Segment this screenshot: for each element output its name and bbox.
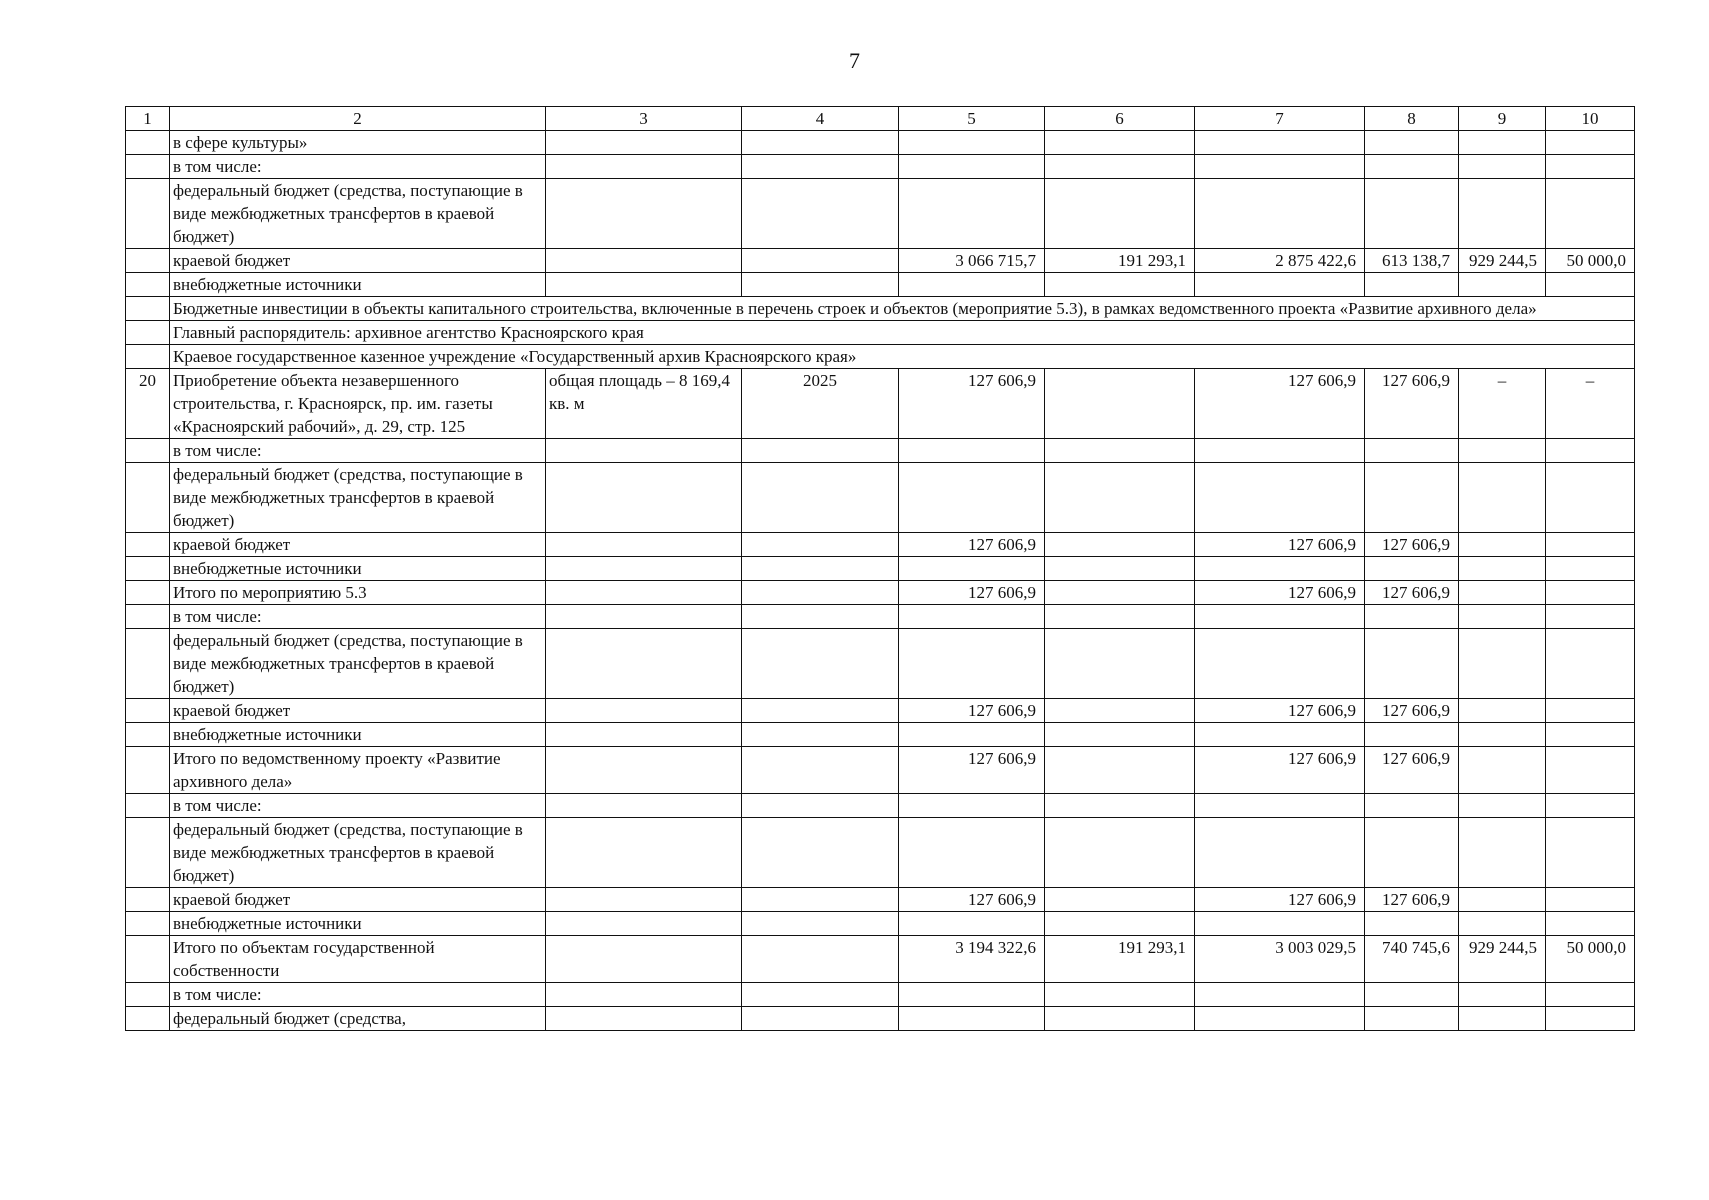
table-cell	[546, 912, 742, 936]
table-cell	[546, 936, 742, 983]
table-cell	[1365, 439, 1459, 463]
table-cell	[1365, 912, 1459, 936]
table-cell	[1459, 818, 1546, 888]
table-cell	[742, 629, 899, 699]
table-cell: –	[1546, 369, 1635, 439]
table-cell	[1045, 983, 1195, 1007]
section-row	[126, 345, 1635, 369]
table-cell	[1195, 557, 1365, 581]
table-cell	[1195, 273, 1365, 297]
table-cell	[126, 273, 170, 297]
table-cell	[126, 983, 170, 1007]
table-cell	[1546, 629, 1635, 699]
table-cell: 127 606,9	[899, 747, 1045, 794]
table-cell	[1365, 179, 1459, 249]
table-cell	[1195, 179, 1365, 249]
table-cell	[546, 439, 742, 463]
table-cell	[1365, 131, 1459, 155]
table-cell: краевой бюджет	[170, 533, 546, 557]
table-cell	[546, 888, 742, 912]
table-cell	[1365, 983, 1459, 1007]
table-cell	[742, 699, 899, 723]
table-cell: 191 293,1	[1045, 936, 1195, 983]
table-cell: 191 293,1	[1045, 249, 1195, 273]
table-cell	[899, 605, 1045, 629]
table-cell	[1365, 463, 1459, 533]
table-cell	[126, 155, 170, 179]
table-cell	[899, 1007, 1045, 1031]
item-row-20	[126, 369, 1635, 439]
table-cell	[742, 179, 899, 249]
table-cell: 127 606,9	[1365, 533, 1459, 557]
table-cell: 127 606,9	[899, 533, 1045, 557]
table-row	[126, 557, 1635, 581]
table-cell: краевой бюджет	[170, 699, 546, 723]
table-row	[126, 794, 1635, 818]
table-cell: внебюджетные источники	[170, 723, 546, 747]
header-cell: 9	[1459, 107, 1546, 131]
table-cell: 127 606,9	[1365, 747, 1459, 794]
table-cell	[1459, 912, 1546, 936]
table-row	[126, 605, 1635, 629]
table-cell	[1459, 179, 1546, 249]
table-cell	[1045, 557, 1195, 581]
table-row	[126, 699, 1635, 723]
table-cell	[1195, 818, 1365, 888]
table-cell: Итого по ведомственному проекту «Развитие архивного дела»	[170, 747, 546, 794]
table-cell	[1195, 794, 1365, 818]
table-cell	[1546, 179, 1635, 249]
header-cell: 6	[1045, 107, 1195, 131]
table-cell: 127 606,9	[899, 888, 1045, 912]
table-cell	[899, 179, 1045, 249]
table-cell: в том числе:	[170, 439, 546, 463]
table-cell	[546, 629, 742, 699]
table-cell	[899, 155, 1045, 179]
table-cell	[1045, 533, 1195, 557]
table-row	[126, 936, 1635, 983]
table-cell: 2 875 422,6	[1195, 249, 1365, 273]
table-row	[126, 983, 1635, 1007]
header-cell: 8	[1365, 107, 1459, 131]
table-cell: 127 606,9	[1195, 699, 1365, 723]
table-cell	[546, 818, 742, 888]
table-cell	[126, 557, 170, 581]
table-row	[126, 912, 1635, 936]
table-cell	[1546, 533, 1635, 557]
table-row	[126, 131, 1635, 155]
table-row	[126, 179, 1635, 249]
table-cell	[1546, 463, 1635, 533]
table-cell	[1459, 533, 1546, 557]
header-cell: 5	[899, 107, 1045, 131]
header-row	[126, 107, 1635, 131]
table-cell	[546, 179, 742, 249]
table-cell: внебюджетные источники	[170, 273, 546, 297]
table-cell	[1459, 699, 1546, 723]
table-cell	[742, 912, 899, 936]
table-cell	[1459, 581, 1546, 605]
table-cell	[742, 533, 899, 557]
table-cell	[1045, 818, 1195, 888]
table-cell	[742, 723, 899, 747]
table-cell	[1459, 131, 1546, 155]
table-cell	[1459, 794, 1546, 818]
table-cell: Краевое государственное казенное учреждение «Государственный архив Красноярского края»	[170, 345, 1635, 369]
table-cell	[1365, 794, 1459, 818]
header-cell: 3	[546, 107, 742, 131]
table-cell	[742, 1007, 899, 1031]
table-cell: Бюджетные инвестиции в объекты капитального строительства, включенные в перечень строек и объектов (мероприятие 5.3), в рамках ведомственного проекта «Развитие архивного дела»	[170, 297, 1635, 321]
table-row	[126, 888, 1635, 912]
table-cell	[126, 699, 170, 723]
header-cell: 1	[126, 107, 170, 131]
table-cell: 20	[126, 369, 170, 439]
table-cell: федеральный бюджет (средства, поступающие в виде межбюджетных трансфертов в краевой бюджет)	[170, 463, 546, 533]
table-cell	[899, 629, 1045, 699]
table-cell	[1045, 699, 1195, 723]
table-cell	[1045, 794, 1195, 818]
table-cell	[1546, 699, 1635, 723]
table-cell	[1459, 605, 1546, 629]
table-cell	[1045, 912, 1195, 936]
table-cell	[899, 557, 1045, 581]
table-cell	[742, 273, 899, 297]
table-cell	[1045, 463, 1195, 533]
table-cell: Приобретение объекта незавершенного строительства, г. Красноярск, пр. им. газеты «Красноярский рабочий», д. 29, стр. 125	[170, 369, 546, 439]
table-cell: 127 606,9	[899, 369, 1045, 439]
table-cell	[126, 345, 170, 369]
table-cell	[126, 888, 170, 912]
table-cell	[1546, 983, 1635, 1007]
table-cell: 127 606,9	[1195, 747, 1365, 794]
table-cell	[1546, 747, 1635, 794]
table-cell	[1546, 273, 1635, 297]
table-cell	[742, 581, 899, 605]
table-cell	[1365, 818, 1459, 888]
table-cell	[1045, 581, 1195, 605]
table-cell	[1546, 155, 1635, 179]
table-cell	[126, 533, 170, 557]
table-cell: 127 606,9	[1195, 369, 1365, 439]
table-cell	[1365, 1007, 1459, 1031]
table-cell: в том числе:	[170, 155, 546, 179]
table-cell	[1045, 747, 1195, 794]
table-cell	[1045, 369, 1195, 439]
table-cell	[1546, 794, 1635, 818]
table-cell: 740 745,6	[1365, 936, 1459, 983]
table-cell	[1546, 581, 1635, 605]
table-row	[126, 155, 1635, 179]
table-cell	[899, 723, 1045, 747]
table-cell: 3 003 029,5	[1195, 936, 1365, 983]
table-cell	[126, 581, 170, 605]
table-cell: в том числе:	[170, 794, 546, 818]
table-cell	[899, 983, 1045, 1007]
table-cell	[1459, 273, 1546, 297]
table-cell	[126, 629, 170, 699]
table-cell: федеральный бюджет (средства, поступающие в виде межбюджетных трансфертов в краевой бюджет)	[170, 629, 546, 699]
table-cell	[546, 249, 742, 273]
table-cell	[546, 699, 742, 723]
table-cell	[1459, 463, 1546, 533]
table-cell: внебюджетные источники	[170, 912, 546, 936]
table-cell: 929 244,5	[1459, 936, 1546, 983]
table-cell	[1546, 131, 1635, 155]
table-cell: 127 606,9	[1365, 888, 1459, 912]
table-cell	[742, 888, 899, 912]
table-row	[126, 747, 1635, 794]
table-cell	[1045, 179, 1195, 249]
table-cell	[1546, 1007, 1635, 1031]
table-cell	[899, 794, 1045, 818]
table-cell	[546, 983, 742, 1007]
table-cell	[899, 912, 1045, 936]
table-cell: в том числе:	[170, 983, 546, 1007]
table-row	[126, 249, 1635, 273]
table-cell: 127 606,9	[899, 699, 1045, 723]
table-row	[126, 273, 1635, 297]
table-cell: 127 606,9	[1195, 888, 1365, 912]
table-cell	[126, 818, 170, 888]
table-cell	[1195, 439, 1365, 463]
table-cell	[546, 581, 742, 605]
table-cell: 127 606,9	[1365, 581, 1459, 605]
table-cell	[1195, 155, 1365, 179]
table-cell	[126, 297, 170, 321]
table-cell: –	[1459, 369, 1546, 439]
table-cell	[546, 273, 742, 297]
table-cell	[126, 1007, 170, 1031]
table-row	[126, 463, 1635, 533]
table-row	[126, 581, 1635, 605]
table-cell	[742, 439, 899, 463]
table-cell: 127 606,9	[1365, 699, 1459, 723]
table-cell	[742, 557, 899, 581]
table-cell	[899, 463, 1045, 533]
table-cell	[1459, 1007, 1546, 1031]
table-cell: краевой бюджет	[170, 249, 546, 273]
table-cell	[126, 794, 170, 818]
table-cell	[126, 321, 170, 345]
table-cell	[1045, 888, 1195, 912]
table-cell	[899, 273, 1045, 297]
header-cell: 7	[1195, 107, 1365, 131]
table-cell	[126, 463, 170, 533]
table-cell	[1195, 912, 1365, 936]
budget-table	[125, 106, 1635, 1031]
table-cell	[899, 131, 1045, 155]
table-row	[126, 1007, 1635, 1031]
table-cell: 3 066 715,7	[899, 249, 1045, 273]
table-cell	[1459, 557, 1546, 581]
table-cell	[126, 605, 170, 629]
table-cell	[1546, 605, 1635, 629]
table-cell: 929 244,5	[1459, 249, 1546, 273]
table-cell	[1195, 1007, 1365, 1031]
table-cell	[546, 557, 742, 581]
table-cell	[1459, 888, 1546, 912]
table-cell	[546, 747, 742, 794]
table-cell: 613 138,7	[1365, 249, 1459, 273]
table-cell	[1459, 747, 1546, 794]
table-cell	[1045, 439, 1195, 463]
table-cell	[546, 155, 742, 179]
section-row	[126, 297, 1635, 321]
table-cell	[1045, 723, 1195, 747]
table-row	[126, 439, 1635, 463]
table-cell	[126, 249, 170, 273]
table-cell	[126, 439, 170, 463]
table-cell	[1365, 605, 1459, 629]
table-cell: Итого по мероприятию 5.3	[170, 581, 546, 605]
table-cell: краевой бюджет	[170, 888, 546, 912]
table-cell	[1045, 155, 1195, 179]
page-number: 7	[849, 48, 860, 73]
table-cell	[1195, 983, 1365, 1007]
table-cell: внебюджетные источники	[170, 557, 546, 581]
table-cell	[1365, 273, 1459, 297]
table-cell: федеральный бюджет (средства, поступающие в виде межбюджетных трансфертов в краевой бюджет)	[170, 818, 546, 888]
table-cell	[126, 179, 170, 249]
table-cell	[1459, 983, 1546, 1007]
table-cell: 50 000,0	[1546, 936, 1635, 983]
header-cell: 10	[1546, 107, 1635, 131]
table-cell	[1546, 818, 1635, 888]
table-cell	[1365, 557, 1459, 581]
table-cell	[1045, 273, 1195, 297]
table-cell	[1045, 629, 1195, 699]
section-row	[126, 321, 1635, 345]
table-cell: 50 000,0	[1546, 249, 1635, 273]
table-cell	[1195, 463, 1365, 533]
table-cell	[1459, 723, 1546, 747]
table-cell	[546, 533, 742, 557]
table-cell	[1195, 629, 1365, 699]
header-cell: 2	[170, 107, 546, 131]
table-cell	[126, 936, 170, 983]
table-cell	[546, 723, 742, 747]
table-cell: федеральный бюджет (средства,	[170, 1007, 546, 1031]
table-cell	[742, 983, 899, 1007]
table-cell: 2025	[742, 369, 899, 439]
table-cell	[546, 131, 742, 155]
table-row	[126, 629, 1635, 699]
table-cell	[1459, 439, 1546, 463]
table-cell	[1546, 888, 1635, 912]
table-cell	[1195, 605, 1365, 629]
table-cell: 3 194 322,6	[899, 936, 1045, 983]
table-cell: 127 606,9	[1195, 533, 1365, 557]
table-cell	[742, 605, 899, 629]
table-cell	[899, 439, 1045, 463]
table-cell	[546, 463, 742, 533]
table-cell	[546, 794, 742, 818]
table-cell	[742, 747, 899, 794]
table-cell	[1546, 557, 1635, 581]
table-cell: 127 606,9	[1195, 581, 1365, 605]
table-cell	[1546, 439, 1635, 463]
table-cell	[1365, 155, 1459, 179]
table-cell	[546, 1007, 742, 1031]
table-cell: Итого по объектам государственной собственности	[170, 936, 546, 983]
table-cell	[1045, 605, 1195, 629]
table-cell: Главный распорядитель: архивное агентство Красноярского края	[170, 321, 1635, 345]
table-cell	[899, 818, 1045, 888]
table-row	[126, 533, 1635, 557]
table-cell: 127 606,9	[899, 581, 1045, 605]
table-cell	[742, 818, 899, 888]
table-cell	[1546, 912, 1635, 936]
table-cell	[1365, 629, 1459, 699]
table-cell	[1459, 629, 1546, 699]
table-cell: общая площадь – 8 169,4 кв. м	[546, 369, 742, 439]
table-cell	[1365, 723, 1459, 747]
table-cell	[1195, 131, 1365, 155]
table-cell	[742, 249, 899, 273]
table-cell	[742, 155, 899, 179]
table-row	[126, 723, 1635, 747]
table-cell	[126, 747, 170, 794]
table-cell	[742, 131, 899, 155]
table-cell: 127 606,9	[1365, 369, 1459, 439]
table-cell	[742, 463, 899, 533]
table-cell	[742, 936, 899, 983]
table-cell: в сфере культуры»	[170, 131, 546, 155]
table-cell	[126, 131, 170, 155]
table-cell: федеральный бюджет (средства, поступающие в виде межбюджетных трансфертов в краевой бюджет)	[170, 179, 546, 249]
table-cell: в том числе:	[170, 605, 546, 629]
table-row	[126, 818, 1635, 888]
table-cell	[546, 605, 742, 629]
table-cell	[1045, 131, 1195, 155]
table-cell	[1546, 723, 1635, 747]
table-cell	[1045, 1007, 1195, 1031]
table-cell	[742, 794, 899, 818]
table-cell	[126, 723, 170, 747]
header-cell: 4	[742, 107, 899, 131]
table-cell	[1195, 723, 1365, 747]
table-cell	[1459, 155, 1546, 179]
table-cell	[126, 912, 170, 936]
